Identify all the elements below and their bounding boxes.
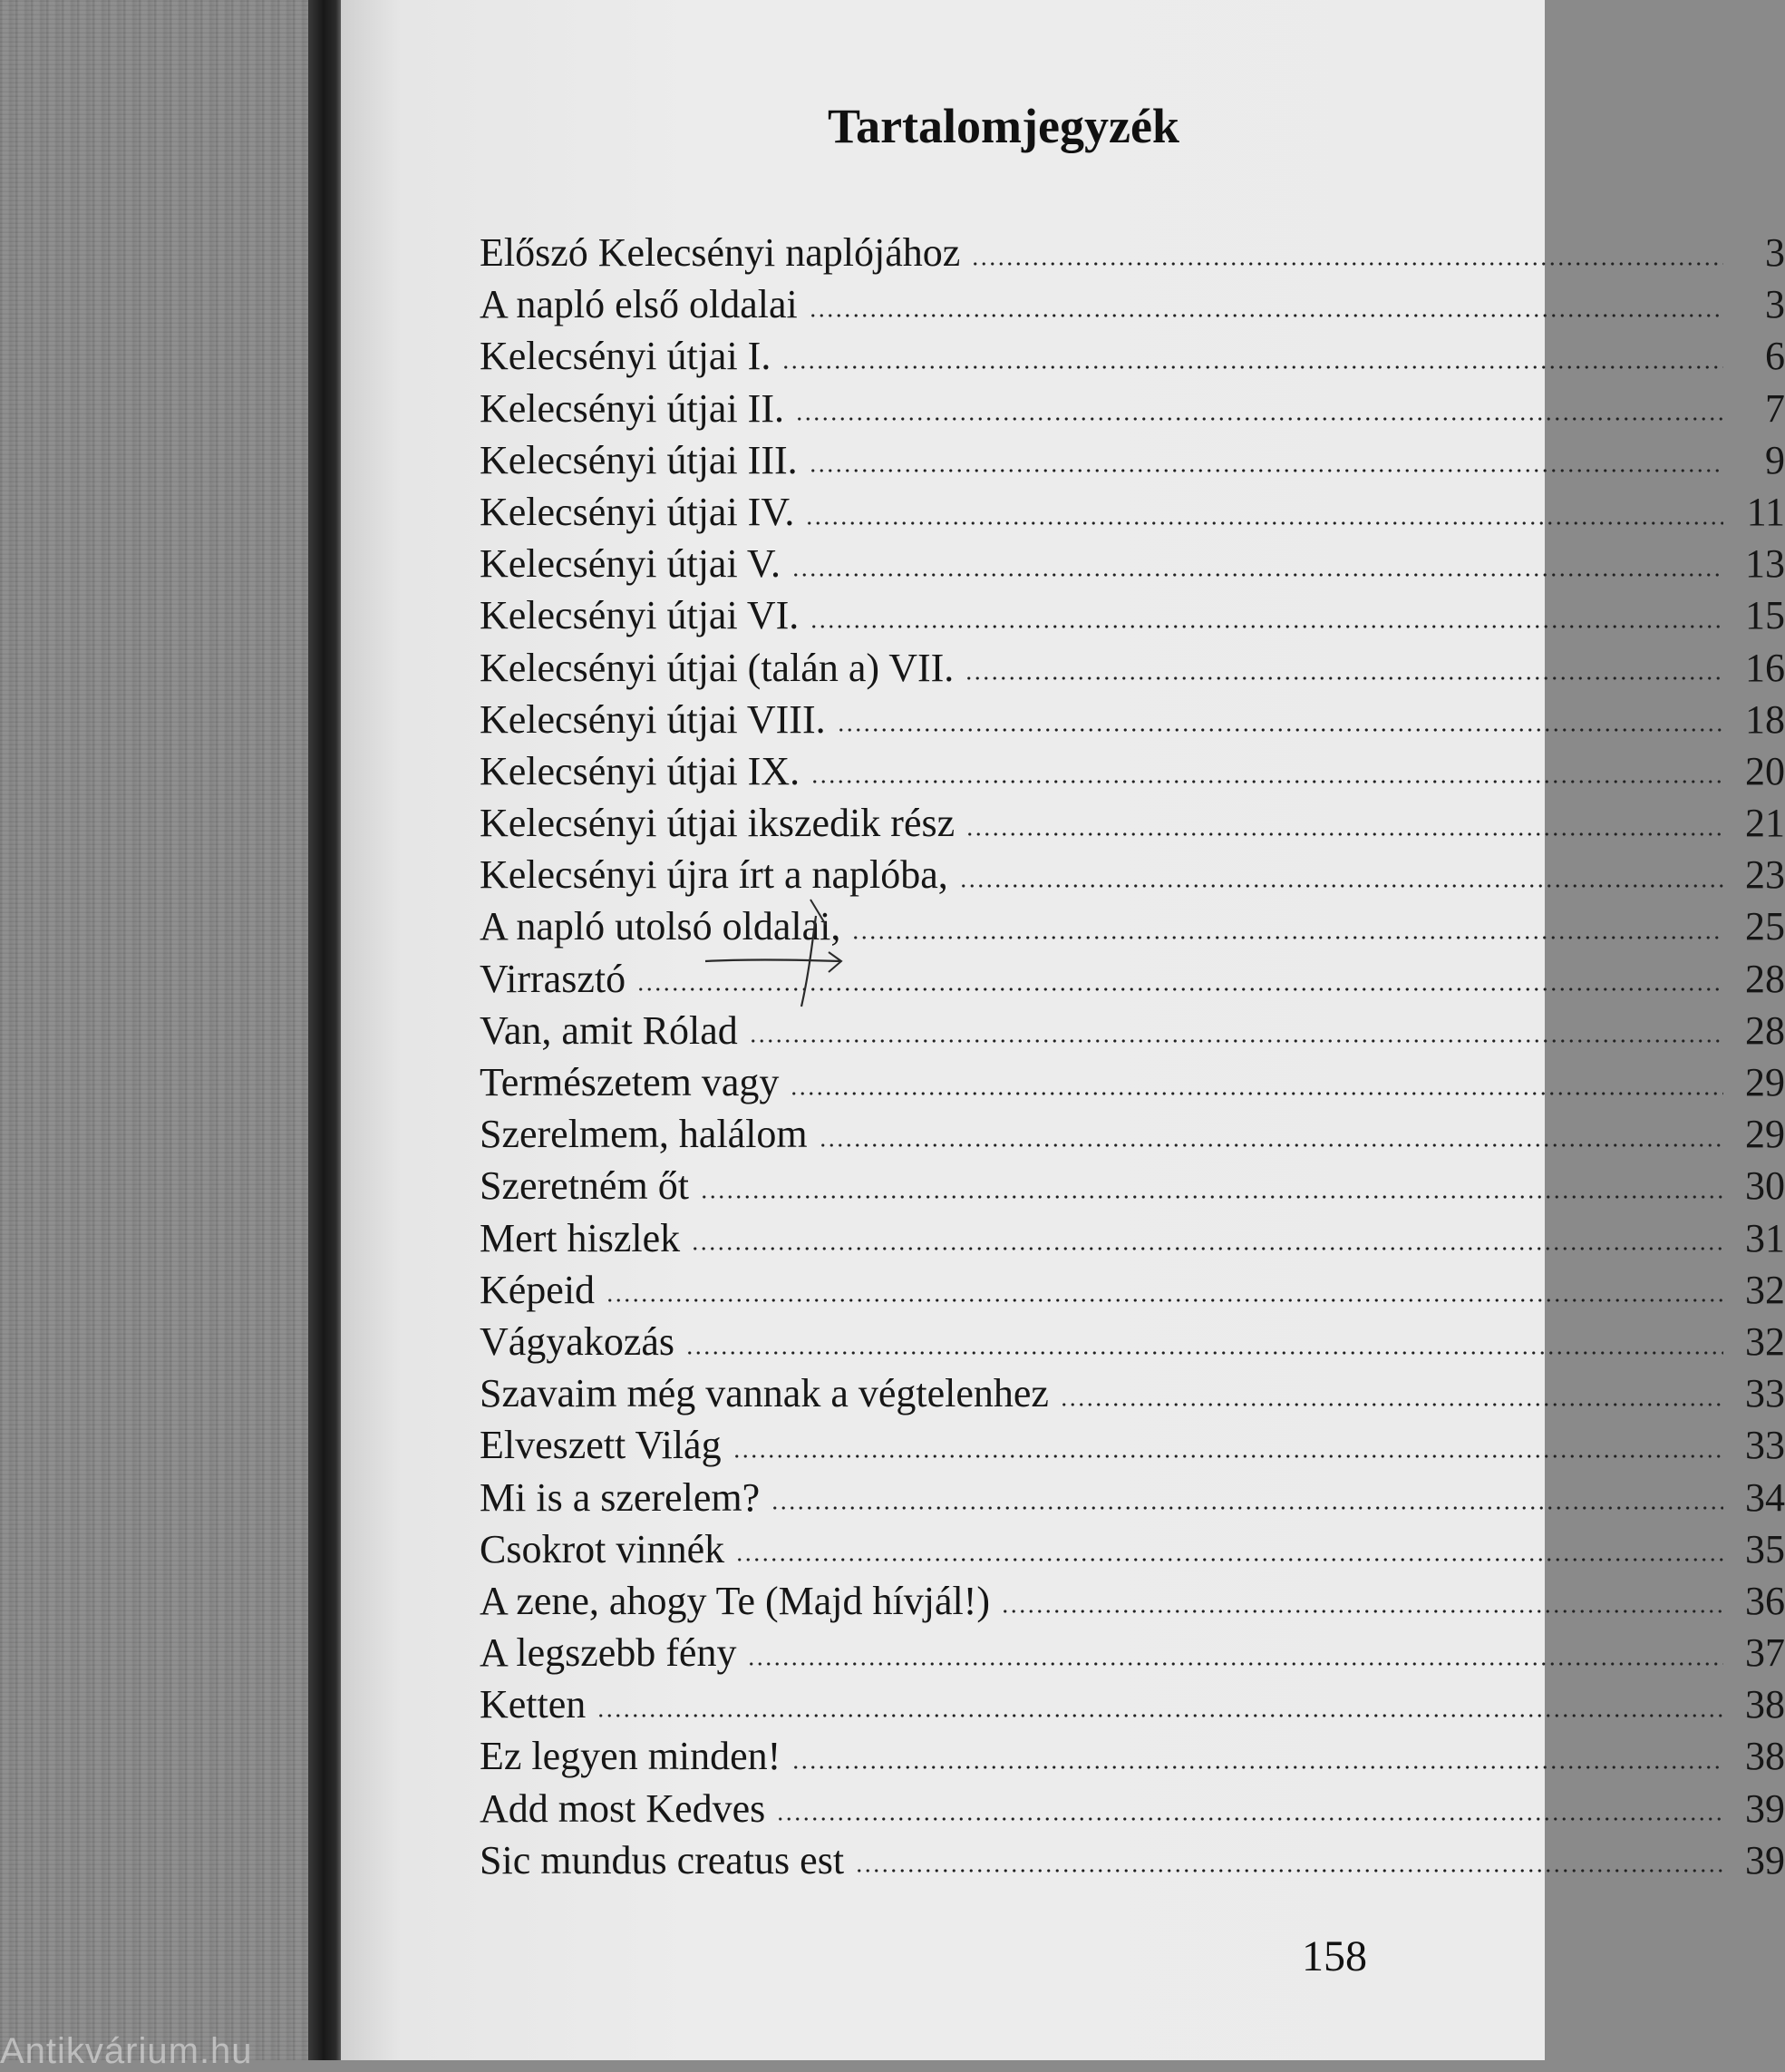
toc-entry [480, 330, 1785, 382]
toc-entry-title: Kelecsényi útjai ikszedik rész [480, 801, 956, 846]
toc-entry [480, 1316, 1785, 1367]
toc-entry-title: Van, amit Rólad [480, 1007, 738, 1053]
toc-entry-title: Kelecsényi útjai I. [480, 334, 771, 379]
toc-entry [480, 434, 1785, 486]
toc-entry [480, 694, 1785, 745]
dot-leader [771, 1506, 1723, 1510]
dot-leader [971, 262, 1723, 266]
toc-entry-title: Előszó Kelecsényi naplójához [480, 230, 961, 275]
dot-leader [851, 936, 1723, 939]
toc-entry-page: 39 [1745, 1785, 1785, 1831]
toc-entry [480, 589, 1785, 641]
toc-entry-page: 11 [1746, 489, 1785, 534]
toc-entry-page: 13 [1745, 541, 1785, 587]
toc-entry [480, 642, 1785, 694]
toc-entry-title: Virrasztó [480, 956, 626, 1001]
toc-entry-page: 33 [1745, 1371, 1785, 1416]
watermark-text: Antikvárium.hu [0, 2031, 253, 2071]
dot-leader [685, 1351, 1723, 1355]
dot-leader [781, 365, 1723, 369]
toc-entry-title: Szerelmem, halálom [480, 1112, 808, 1157]
toc-entry-title: Képeid [480, 1267, 596, 1312]
toc-entry-page: 34 [1745, 1474, 1785, 1520]
dot-leader [810, 780, 1723, 783]
toc-entry-page: 23 [1745, 852, 1785, 898]
toc-entry-page: 15 [1745, 593, 1785, 638]
dot-leader [747, 1662, 1723, 1666]
dot-leader [597, 1714, 1723, 1717]
dot-leader [965, 676, 1723, 680]
toc-entry [480, 1212, 1785, 1264]
toc-entry [480, 797, 1785, 849]
toc-entry-page: 32 [1745, 1318, 1785, 1364]
book-spine-shadow [308, 0, 343, 2060]
toc-entry-title: Kelecsényi útjai (talán a) VII. [480, 645, 955, 690]
dot-leader [749, 1039, 1723, 1043]
toc-entry-title: Kelecsényi útjai VI. [480, 593, 800, 638]
toc-entry [480, 1627, 1785, 1678]
dot-leader [606, 1299, 1723, 1302]
toc-entry-title: Vágyakozás [480, 1318, 675, 1364]
dot-leader [1001, 1610, 1723, 1613]
toc-entry [480, 1419, 1785, 1471]
toc-entry-title: A legszebb fény [480, 1630, 737, 1676]
toc-entry [480, 849, 1785, 900]
dot-leader [776, 1817, 1723, 1821]
toc-entry [480, 1264, 1785, 1316]
dot-leader [795, 417, 1723, 421]
toc-entry [480, 486, 1785, 538]
toc-entry-page: 21 [1745, 801, 1785, 846]
dot-leader [732, 1454, 1723, 1458]
toc-entry [480, 1005, 1785, 1056]
toc-entry-title: Kelecsényi útjai IV. [480, 489, 795, 534]
toc-entry-title: Kelecsényi útjai V. [480, 541, 781, 587]
toc-entry-title: Szeretném őt [480, 1163, 689, 1209]
toc-entry-title: Kelecsényi útjai II. [480, 385, 784, 431]
toc-entry [480, 1472, 1785, 1523]
toc-entry [480, 278, 1785, 330]
dot-leader [810, 625, 1723, 628]
toc-entry-page: 7 [1765, 385, 1785, 431]
toc-entry-page: 29 [1745, 1060, 1785, 1104]
toc-entry-page: 31 [1745, 1215, 1785, 1260]
toc-entry-page: 3 [1765, 230, 1785, 275]
toc-entry [480, 1834, 1785, 1886]
book-page [341, 0, 1785, 2060]
toc-entry-title: Elveszett Világ [480, 1423, 722, 1468]
toc-entry [480, 1056, 1785, 1108]
toc-entry [480, 900, 1785, 952]
toc-entry [480, 1783, 1785, 1834]
toc-entry [480, 745, 1785, 797]
toc-entry [480, 1108, 1785, 1160]
dot-leader [791, 1766, 1723, 1769]
toc-entry-title: Kelecsényi útjai III. [480, 437, 798, 482]
toc-entry [480, 1575, 1785, 1627]
toc-entry [480, 1730, 1785, 1782]
toc-entry-title: A napló utolsó oldalai, [480, 904, 841, 949]
dot-leader [837, 728, 1723, 732]
toc-entry-page: 3 [1765, 282, 1785, 327]
toc-entry-page: 16 [1745, 645, 1785, 690]
dot-leader [805, 521, 1723, 525]
toc-entry-page: 30 [1745, 1163, 1785, 1209]
toc-entry-page: 29 [1745, 1112, 1785, 1157]
handwritten-cross-mark [703, 889, 867, 1052]
toc-entry-title: A napló első oldalai [480, 282, 798, 327]
toc-entry-title: Ez legyen minden! [480, 1734, 781, 1779]
dot-leader [965, 832, 1723, 836]
page-number: 158 [1302, 1932, 1367, 1980]
toc-entry-page: 39 [1745, 1837, 1785, 1882]
toc-entry [480, 1523, 1785, 1575]
toc-entry [480, 383, 1785, 434]
toc-entry-title: Természetem vagy [480, 1060, 780, 1104]
toc-entry [480, 1160, 1785, 1211]
toc-entry-page: 9 [1765, 437, 1785, 482]
toc-entry-title: Kelecsényi újra írt a naplóba, [480, 852, 948, 898]
toc-entry-page: 35 [1745, 1526, 1785, 1571]
table-of-contents [480, 227, 1785, 1886]
toc-entry-page: 18 [1745, 696, 1785, 742]
dot-leader [809, 314, 1723, 317]
toc-entry-title: Mert hiszlek [480, 1215, 681, 1260]
toc-entry-page: 33 [1745, 1423, 1785, 1468]
dot-leader [791, 573, 1723, 577]
dot-leader [790, 1092, 1723, 1095]
toc-entry-title: Szavaim még vannak a végtelenhez [480, 1371, 1049, 1416]
toc-entry-title: Mi is a szerelem? [480, 1474, 761, 1520]
toc-entry-title: Sic mundus creatus est [480, 1837, 845, 1882]
toc-entry-title: Ketten [480, 1682, 587, 1727]
toc-entry-title: Kelecsényi útjai VIII. [480, 696, 826, 742]
page-title: Tartalomjegyzék [828, 99, 1179, 153]
toc-entry [480, 953, 1785, 1005]
toc-entry-page: 6 [1765, 334, 1785, 379]
toc-entry [480, 1367, 1785, 1419]
dot-leader [855, 1869, 1723, 1873]
toc-entry-page: 20 [1745, 748, 1785, 793]
toc-entry-page: 32 [1745, 1267, 1785, 1312]
toc-entry-title: Add most Kedves [480, 1785, 766, 1831]
toc-entry [480, 538, 1785, 589]
dot-leader [735, 1558, 1723, 1561]
toc-entry-page: 36 [1745, 1578, 1785, 1623]
toc-entry-title: A zene, ahogy Te (Majd hívjál!) [480, 1578, 991, 1623]
dot-leader [809, 469, 1723, 472]
toc-entry-page: 37 [1745, 1630, 1785, 1676]
toc-entry [480, 227, 1785, 278]
dot-leader [691, 1247, 1723, 1250]
toc-entry-page: 28 [1745, 956, 1785, 1001]
dot-leader [819, 1143, 1723, 1147]
toc-entry-page: 38 [1745, 1682, 1785, 1727]
toc-entry [480, 1678, 1785, 1730]
dot-leader [700, 1195, 1723, 1199]
toc-entry-page: 28 [1745, 1007, 1785, 1053]
toc-entry-title: Kelecsényi útjai IX. [480, 748, 800, 793]
dot-leader [1060, 1403, 1723, 1406]
toc-entry-page: 25 [1745, 904, 1785, 949]
dot-leader [959, 884, 1723, 888]
toc-entry-title: Csokrot vinnék [480, 1526, 725, 1571]
toc-entry-page: 38 [1745, 1734, 1785, 1779]
book-cover-edge [0, 0, 308, 2060]
